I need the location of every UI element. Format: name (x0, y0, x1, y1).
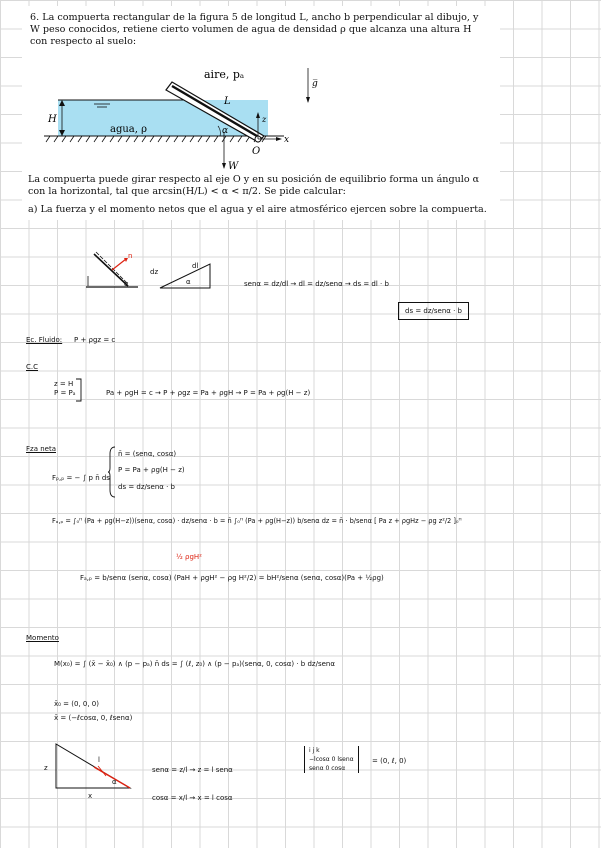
fnet-pressure: P = Pa + ρg(H − z) (118, 466, 185, 474)
tri-x: x (88, 792, 93, 800)
x0-def: x̄₀ = (0, 0, 0) (54, 700, 99, 708)
air-label: aire, pₐ (204, 68, 245, 81)
det-row-2: −lcosα 0 lsenα (309, 756, 354, 763)
printed-problem (22, 6, 500, 220)
fluid-eq: P + ρgz = c (74, 336, 116, 344)
cos-relation: cosα = x/l → x = l cosα (152, 794, 233, 802)
gravity-label: g̅ (312, 79, 318, 89)
weight-label: W (228, 161, 239, 172)
tri-z: z (44, 764, 48, 772)
sin-relation: senα = z/l → z = l senα (152, 766, 233, 774)
moment-heading: Momento (26, 634, 59, 642)
angle-label: α (222, 126, 229, 136)
sketch-alpha: α (124, 280, 129, 288)
moment-eq: M(x₀) = ∫ (x̄ − x̄₀) ∧ (p − pₐ) n̄ ds = ∫ (ℓ, z₀) ∧ (p − pₐ)(senα, 0, cosα) · b dz/senα (54, 660, 335, 668)
tri-alpha: α (112, 778, 117, 786)
det-result: = (0, ℓ, 0) (372, 757, 407, 765)
triangle-dz: dz (150, 268, 159, 276)
question-a: a) La fuerza y el momento netos que el agua y el aire atmosférico ejercen sobre la compuerta. (28, 204, 487, 215)
cc-heading: C.C (26, 363, 39, 371)
fnet-ds: ds = dz/senα · b (118, 483, 176, 491)
det-row-1: i j k (309, 747, 320, 754)
cross-product-determinant (304, 746, 359, 773)
fnet-def: Fₚ,ₚ = − ∫ p n̄ ds (52, 474, 110, 482)
geometry-triangle (54, 742, 134, 792)
equilibrium-text: La compuerta puede girar respecto al eje O y en su posición de equilibrio forma un ángulo α con la horizontal, tal que arcsin(H/L) < α < π/2. Se pide calcular: (28, 174, 480, 197)
z-axis-label: z (262, 115, 267, 124)
gate-length-label: L (224, 96, 231, 107)
x-def: x̄ = (−ℓcosα, 0, ℓsenα) (54, 714, 133, 722)
fnet-normal: n̄ = (senα, cosα) (118, 450, 177, 458)
water-label: agua, ρ (110, 124, 148, 135)
triangle-alpha: α (186, 278, 191, 286)
cc-eq: Pa + ρgH = c → P + ρgz = Pa + ρgH → P = Pa + ρg(H − z) (106, 389, 311, 397)
tri-l: l (98, 756, 100, 764)
problem-text: La compuerta rectangular de la figura 5 de longitud L, ancho b perpendicular al dibujo, y W peso conocidos, retiene cierto volumen de agua de densidad ρ que alcanza una altura H con respecto al suelo: (30, 12, 479, 47)
fluid-heading: Ec. Fluido: (26, 336, 63, 344)
fnet-correction: ½ ρgH² (176, 553, 202, 561)
gate-figure (44, 62, 318, 174)
fnet-result: Fₐ,ₚ = b/senα (senα, cosα) (PaH + ρgH² − ρg H²/2) = bH²/senα (senα, cosα)(Pa + ½ρg) (80, 574, 384, 582)
problem-statement (30, 12, 490, 48)
fnet-integral: Fₐ,ₚ = ∫₀ᴴ (Pa + ρg(H−z))(senα, cosα) · dz/senα · b = n̄ ∫₀ᴴ (Pa + ρg(H−z)) b/senα dz = n̄ · b/senα [ Pa z + ρgHz − ρg z²/2 ]₀ᴴ (52, 517, 462, 525)
det-row-3: senα 0 cosα (309, 765, 346, 772)
water-region (58, 100, 268, 136)
ground-hatch (46, 136, 266, 142)
x-axis-label: x (284, 135, 290, 145)
height-label: H (48, 114, 57, 125)
triangle-dl: dl (192, 262, 199, 270)
pivot-label: O (252, 146, 261, 157)
ds-box: ds = dz/senα · b (398, 302, 469, 320)
fnet-heading: Fza neta (26, 445, 56, 453)
problem-number: 6. (30, 12, 40, 23)
cc-conditions: z = H P = Pₐ (54, 380, 76, 397)
diff-relation: senα = dz/dl → dl = dz/senα → ds = dl · b (244, 280, 389, 288)
